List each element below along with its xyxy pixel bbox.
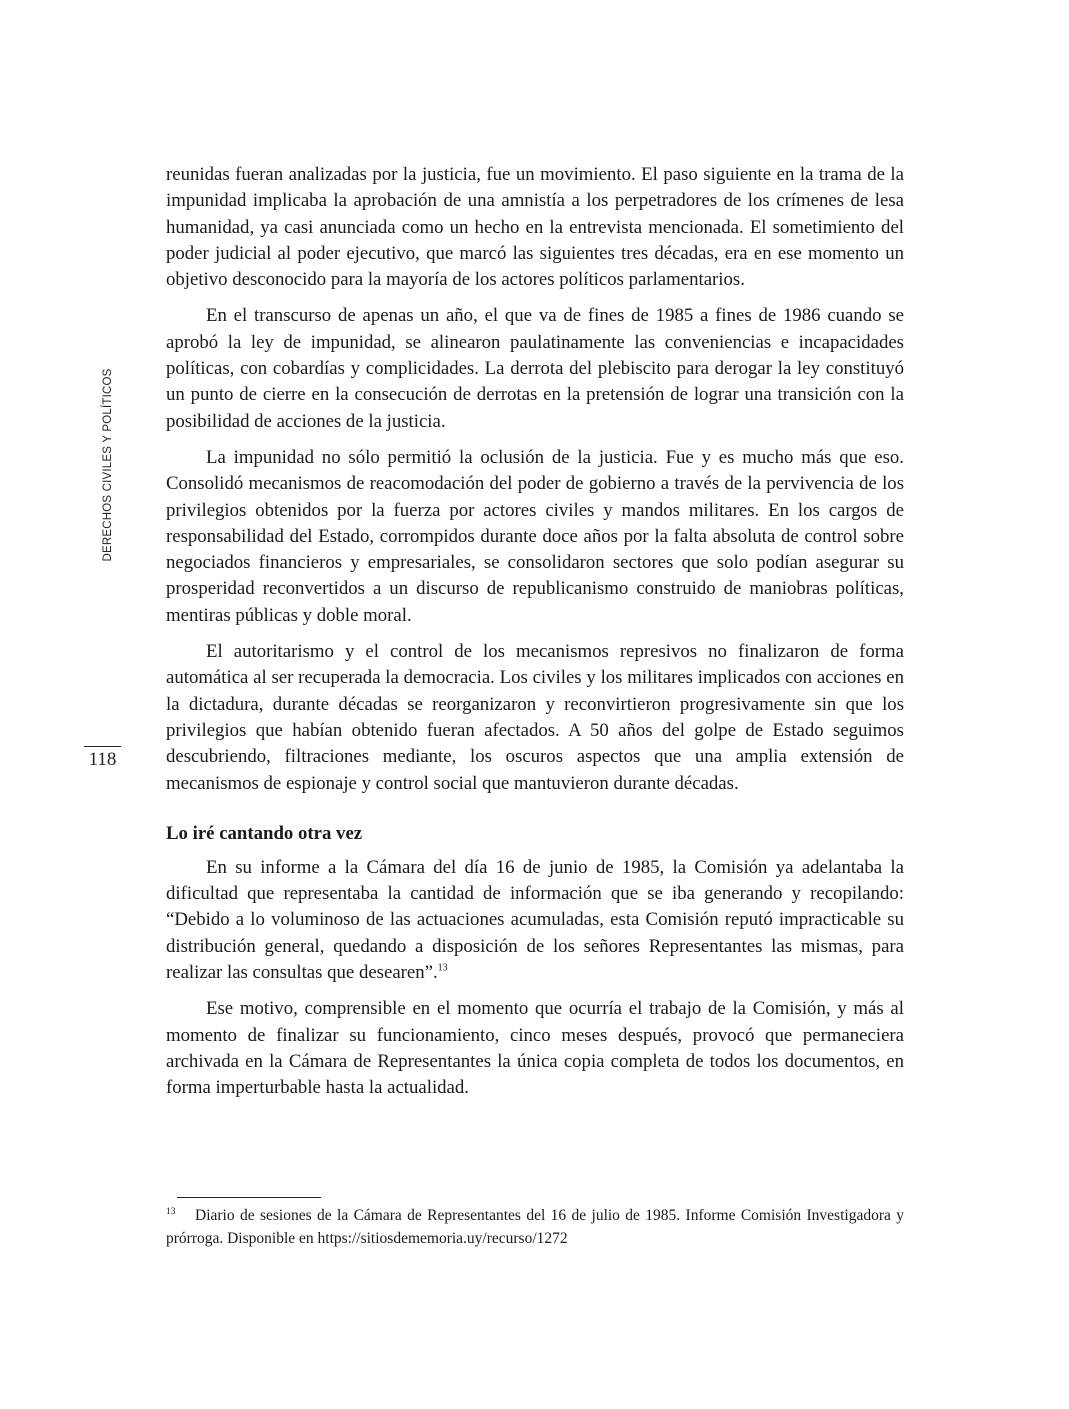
section-paragraph-1-text: En su informe a la Cámara del día 16 de junio de 1985, la Comisión ya adelantaba la dificultad que representaba la cantidad de información que se iba generando y recopilando: “Debido a lo voluminoso de las actuaciones acumuladas, esta Comisión reputó impracticable su distribución general, quedando a disposición de los señores Representantes las mismas, para realizar las consultas que desearen”. xyxy=(166,856,904,984)
footnote-reference[interactable]: 13 xyxy=(437,962,448,974)
page-number-rule xyxy=(84,746,121,747)
section-heading: Lo iré cantando otra vez xyxy=(166,822,363,844)
footnote-text: Diario de sesiones de la Cámara de Representantes del 16 de julio de 1985. Informe Comisión Investigadora y prórroga. Disponible en https://sitiosdememoria.uy/recurso/1272 xyxy=(166,1207,904,1247)
section-paragraph-1 xyxy=(166,855,904,986)
page-number: 118 xyxy=(88,749,117,770)
footnote: 13 Diario de sesiones de la Cámara de Representantes del 16 de julio de 1985. Informe Comisión Investigadora y prórroga. Disponible en https://sitiosdememoria.uy/recurso/1272 xyxy=(166,1206,904,1247)
paragraph-4: El autoritarismo y el control de los mecanismos represivos no finalizaron de forma automática al ser recuperada la democracia. Los civiles y los militares implicados con acciones en la dictadura, durante décadas se reorganizaron y reconvirtieron progresivamente sin que los privilegios que habían obtenido fueran afectados. A 50 años del golpe de Estado seguimos descubriendo, filtraciones mediante, los oscuros aspectos que una amplia extensión de mecanismos de espionaje y control social que mantuvieron durante décadas. xyxy=(166,641,904,794)
footnote-rule xyxy=(177,1197,321,1198)
section-paragraph-2: Ese motivo, comprensible en el momento que ocurría el trabajo de la Comisión, y más al momento de finalizar su funcionamiento, cinco meses después, provocó que permaneciera archivada en la Cámara de Representantes la única copia completa de todos los documentos, en forma imperturbable hasta la actualidad. xyxy=(166,998,904,1099)
paragraph-2: En el transcurso de apenas un año, el que va de fines de 1985 a fines de 1986 cuando se aprobó la ley de impunidad, se alinearon paulatinamente las conveniencias e incapacidades políticas, con cobardías y complicidades. La derrota del plebiscito para derogar la ley constituyó un punto de cierre en la consecución de derrotas en la pretensión de lograr una transición con la posibilidad de acciones de la justicia. xyxy=(166,305,904,432)
paragraph-1: reunidas fueran analizadas por la justicia, fue un movimiento. El paso siguiente en la trama de la impunidad implicaba la aprobación de una amnistía a los perpetradores de los crímenes de lesa humanidad, ya casi anunciada como un hecho en la entrevista mencionada. El sometimiento del poder judicial al poder ejecutivo, que marcó las siguientes tres décadas, era en ese momento un objetivo desconocido para la mayoría de los actores políticos parlamentarios. xyxy=(166,164,904,291)
running-head: DERECHOS CIVILES Y POLÍTICOS xyxy=(102,368,114,562)
paragraph-3: La impunidad no sólo permitió la oclusión de la justicia. Fue y es mucho más que eso. Consolidó mecanismos de reacomodación del poder de gobierno a través de la pervivencia de los privilegios obtenidos por la fuerza por actores civiles y mandos militares. En los cargos de responsabilidad del Estado, corrompidos durante doce años por la falta absoluta de control sobre negociados financieros y empresariales, se consolidaron sectores que solo podían asegurar su prosperidad reconvertidos a un discurso de republicanismo construido de maniobras políticas, mentiras públicas y doble moral. xyxy=(166,446,904,626)
body-text xyxy=(166,162,904,1112)
